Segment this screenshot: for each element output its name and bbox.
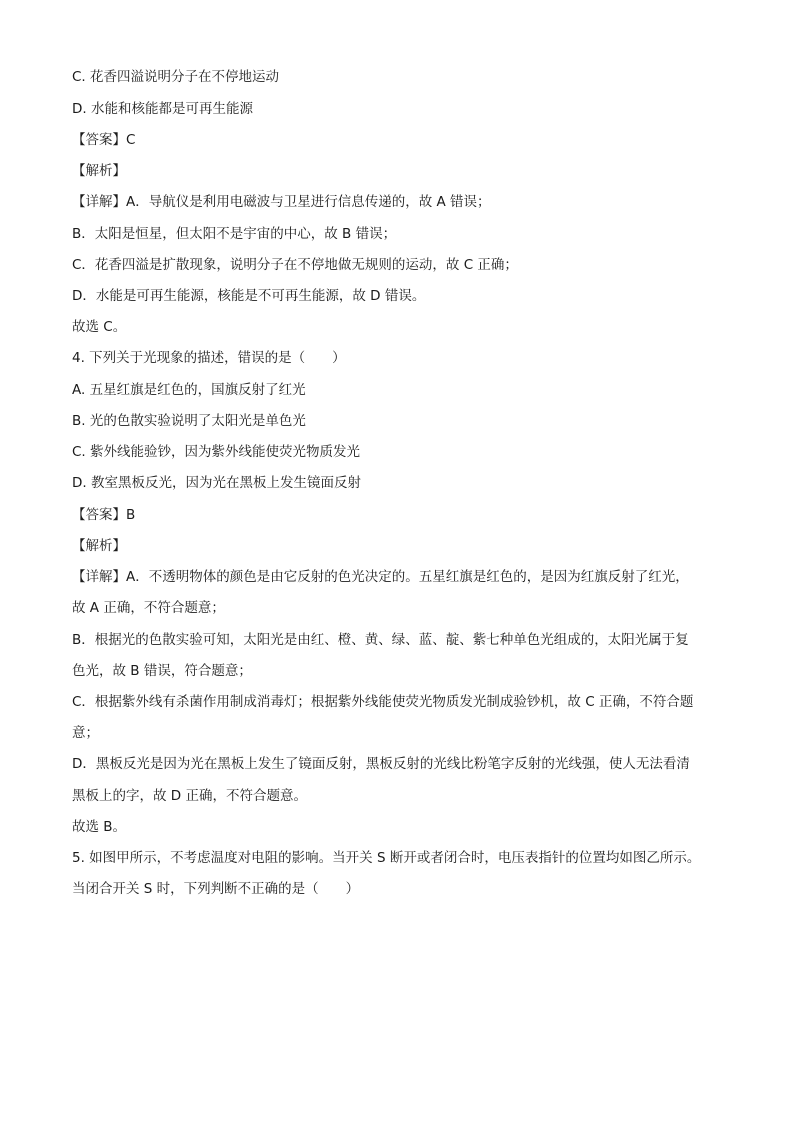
detail-q4-d-line2: 黑板上的字，故 D 正确，不符合题意。 [72, 788, 307, 804]
detail-q4-a-line2: 故 A 正确，不符合题意； [72, 600, 225, 616]
detail-q3-d: D．水能是可再生能源，核能是不可再生能源，故 D 错误。 [72, 288, 426, 304]
question-5-line2: 当闭合开关 S 时，下列判断不正确的是（ ） [72, 881, 360, 897]
option-d-q4: D. 教室黑板反光，因为光在黑板上发生镜面反射 [72, 475, 361, 491]
answer-q4: 【答案】B [72, 507, 136, 523]
question-5-line1: 5. 如图甲所示，不考虑温度对电阻的影响。当开关 S 断开或者闭合时，电压表指针的位置均如图乙所示。 [72, 850, 701, 866]
analysis-heading-q3: 【解析】 [72, 163, 126, 179]
detail-q4-c-line1: C．根据紫外线有杀菌作用制成消毒灯；根据紫外线能使荧光物质发光制成验钞机，故 C 正确，不符合题 [72, 694, 694, 710]
conclusion-q4: 故选 B。 [72, 819, 127, 835]
detail-q4-b-line2: 色光，故 B 错误，符合题意； [72, 663, 252, 679]
option-c-q3: C. 花香四溢说明分子在不停地运动 [72, 69, 280, 85]
option-a-q4: A. 五星红旗是红色的，国旗反射了红光 [72, 382, 306, 398]
option-d-q3: D. 水能和核能都是可再生能源 [72, 101, 253, 117]
detail-q3-c: C．花香四溢是扩散现象，说明分子在不停地做无规则的运动，故 C 正确； [72, 257, 518, 273]
detail-q4-d-line1: D．黑板反光是因为光在黑板上发生了镜面反射，黑板反射的光线比粉笔字反射的光线强，使人无法看清 [72, 756, 690, 772]
option-c-q4: C. 紫外线能验钞，因为紫外线能使荧光物质发光 [72, 444, 361, 460]
conclusion-q3: 故选 C。 [72, 319, 127, 335]
option-b-q4: B. 光的色散实验说明了太阳光是单色光 [72, 413, 306, 429]
answer-q3: 【答案】C [72, 132, 136, 148]
analysis-heading-q4: 【解析】 [72, 538, 126, 554]
detail-q4-b-line1: B．根据光的色散实验可知，太阳光是由红、橙、黄、绿、蓝、靛、紫七种单色光组成的，太阳光属于复 [72, 632, 689, 648]
question-4: 4. 下列关于光现象的描述，错误的是（ ） [72, 350, 346, 366]
detail-q3-a: 【详解】A．导航仪是利用电磁波与卫星进行信息传递的，故 A 错误； [72, 194, 491, 210]
detail-q4-c-line2: 意； [72, 725, 99, 741]
detail-q4-a-line1: 【详解】A．不透明物体的颜色是由它反射的色光决定的。五星红旗是红色的，是因为红旗反射了红光， [72, 569, 689, 585]
detail-q3-b: B．太阳是恒星，但太阳不是宇宙的中心，故 B 错误； [72, 226, 397, 242]
